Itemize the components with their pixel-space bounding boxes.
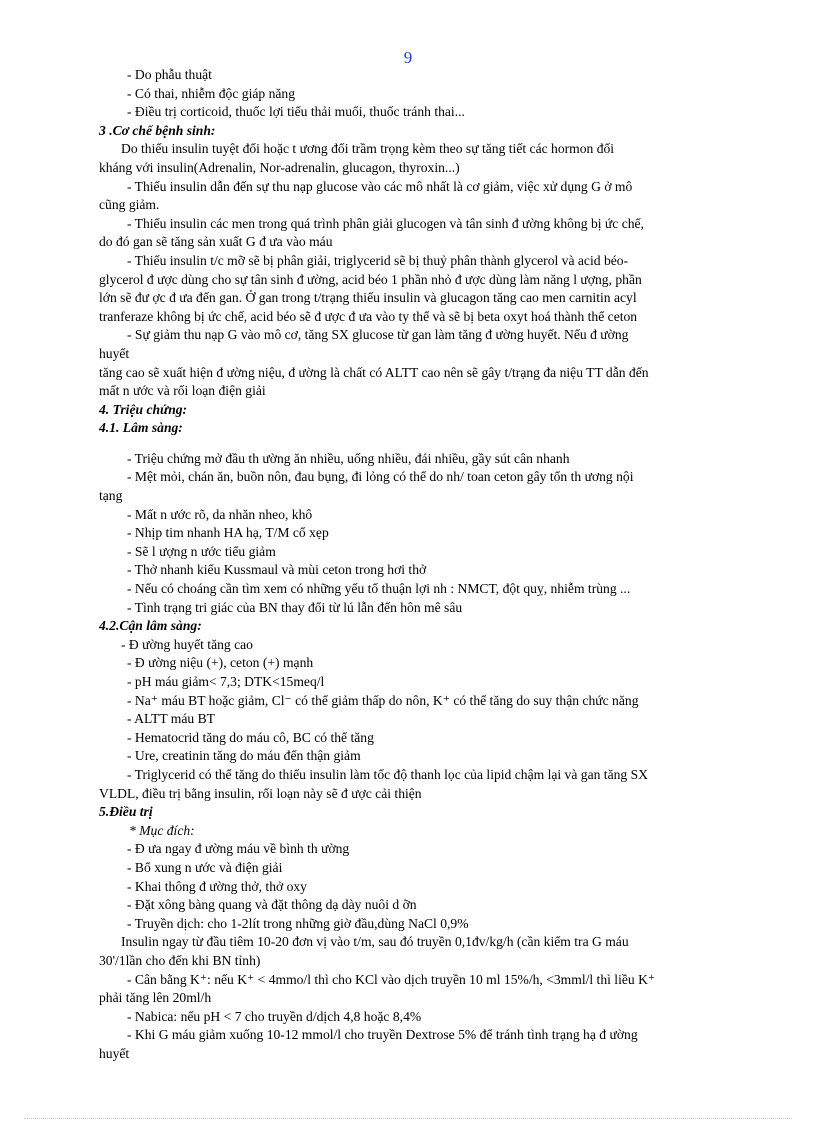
paragraph-line: Do thiếu insulin tuyệt đối hoặc t ương đối trầm trọng kèm theo sự tăng tiết các hormon đối [121,141,615,157]
page-number: 9 [403,48,413,67]
list-item: - Đ ường niệu (+), ceton (+) mạnh [127,655,314,671]
list-item: - Điều trị corticoid, thuốc lợi tiểu thải muối, thuốc tránh thai... [127,104,465,120]
list-item: VLDL, điều trị bằng insulin, rối loạn này sẽ đ ược cải thiện [99,785,422,801]
paragraph-line: - Thiếu insulin dẫn đến sự thu nạp glucose vào các mô nhất là cơ giảm, việc xử dụng G ở mô [127,178,633,194]
paragraph-line: mất n ước và rối loạn điện giải [99,383,266,399]
list-item: - Sẽ l ượng n ước tiểu giảm [127,543,276,559]
list-item: - Triệu chứng mở đầu th ường ăn nhiều, uống nhiều, đái nhiều, gầy sút cân nhanh [127,450,570,466]
list-item: - Do phẫu thuật [127,67,212,82]
paragraph-line: - Khi G máu giảm xuống 10-12 mmol/l cho truyền Dextrose 5% để tránh tình trạng hạ đ ường [127,1027,638,1043]
paragraph-line: - Nabica: nếu pH < 7 cho truyền d/dịch 4,8 hoặc 8,4% [127,1008,422,1024]
paragraph-line: tranferaze không bị ức chế, acid béo sẽ đ ược đ ưa vào ty thể và sẽ bị beta oxyt hoá thành thể ceton [99,308,638,324]
list-item: - Hematocrid tăng do máu cô, BC có thể tăng [127,729,374,745]
list-item: - Na⁺ máu BT hoặc giảm, Cl⁻ có thể giảm thấp do nôn, K⁺ có thể tăng do suy thận chức năng [127,692,639,708]
list-item: - ALTT máu BT [127,711,215,727]
list-item: - Có thai, nhiễm độc giáp năng [127,85,295,101]
paragraph-line: phải tăng lên 20ml/h [99,990,212,1006]
paragraph-line: cũng giảm. [99,197,160,213]
list-item: - pH máu giảm< 7,3; DTK<15meq/l [127,674,325,689]
list-item: - Khai thông đ ường thở, thở oxy [127,878,307,894]
subheading-purpose: * Mục đích: [129,822,195,838]
list-item: - Bổ xung n ước và điện giải [127,859,283,875]
paragraph-line: - Sự giảm thu nạp G vào mô cơ, tăng SX glucose từ gan làm tăng đ ường huyết. Nếu đ ường [127,327,629,343]
paragraph-line: - Cân bằng K⁺: nếu K⁺ < 4mmo/l thì cho KCl vào dịch truyền 10 ml 15%/h, <3mml/l thì liều K⁺ [127,971,656,987]
paragraph-line: tăng cao sẽ xuất hiện đ ường niệu, đ ường là chất có ALTT cao nên sẽ gây t/trạng đa niệu TT dẫn đến [99,364,649,380]
document-body [99,66,767,1063]
paragraph-line: kháng với insulin(Adrenalin, Nor-adrenalin, glucagon, thyroxin...) [99,159,460,175]
list-item: - Nếu có choáng cần tìm xem có những yếu tố thuận lợi nh : NMCT, đột quỵ, nhiễm trùng ... [127,581,631,597]
paragraph-line: - Thiếu insulin các men trong quá trình phân giải glucogen và tân sinh đ ường không bị ức chế, [127,215,644,231]
page-footer-divider [24,1118,792,1119]
list-item: - Đ ưa ngay đ ường máu về bình th ường [127,841,350,857]
list-item: - Mệt mỏi, chán ăn, buồn nôn, đau bụng, đi lỏng có thể do nh/ toan ceton gây tổn th ương nội [127,469,634,485]
list-item: - Ure, creatinin tăng do máu đến thận giảm [127,748,361,764]
section-heading-pathogenesis: 3 .Cơ chế bệnh sinh: [99,122,216,138]
list-item: - Thở nhanh kiểu Kussmaul và mùi ceton trong hơi thở [127,562,427,578]
list-item: - Đặt xông bàng quang và đặt thông dạ dày nuôi d ỡn [127,897,417,913]
list-item: - Mất n ước rõ, da nhăn nheo, khô [127,506,313,522]
list-item: - Triglycerid có thể tăng do thiếu insulin làm tốc độ thanh lọc của lipid chậm lại và gan tăng SX [127,766,648,782]
subheading-paraclinical: 4.2.Cận lâm sàng: [99,618,202,634]
list-item: - Truyền dịch: cho 1-2lít trong những giờ đầu,dùng NaCl 0,9% [127,915,469,931]
paragraph-line: huyết [99,345,130,361]
section-heading-symptoms: 4. Triệu chứng: [99,401,188,417]
list-item: - Đ ường huyết tăng cao [121,636,253,652]
paragraph-line: 30'/1lần cho đến khi BN tỉnh) [99,952,261,968]
paragraph-line: glycerol đ ược dùng cho sự tân sinh đ ường, acid béo 1 phần nhỏ đ ược dùng làm năng l ượng, phần [99,271,642,287]
paragraph-line: lớn sẽ đư ợc đ ưa đến gan. Ở gan trong t/trạng thiếu insulin và glucagon tăng cao men carnitin acyl [99,290,637,306]
paragraph-line: - Thiếu insulin t/c mỡ sẽ bị phân giải, triglycerid sẽ bị thuỷ phân thành glycerol và acid béo- [127,252,629,268]
section-heading-treatment: 5.Điều trị [99,804,153,820]
list-item: - Tình trạng tri giác của BN thay đổi từ lú lẫn đến hôn mê sâu [127,599,463,615]
paragraph-line: huyết [99,1045,130,1061]
subheading-clinical: 4.1. Lâm sàng: [99,420,183,436]
list-item: tạng [99,488,123,504]
paragraph-line: Insulin ngay từ đầu tiêm 10-20 đơn vị vào t/m, sau đó truyền 0,1đv/kg/h (cần kiểm tra G máu [121,934,629,950]
list-item: - Nhịp tim nhanh HA hạ, T/M cổ xẹp [127,525,329,541]
paragraph-line: do đó gan sẽ tăng sản xuất G đ ưa vào máu [99,234,333,250]
